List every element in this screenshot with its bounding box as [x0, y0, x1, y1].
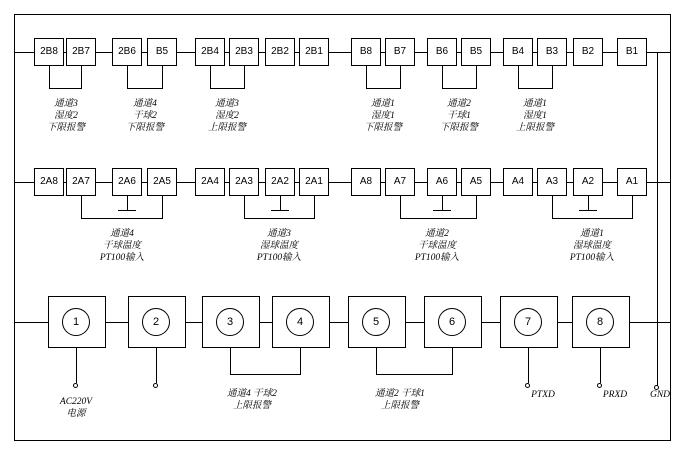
wire-2A2-tap [271, 210, 289, 211]
wire-3-4-join [230, 374, 301, 375]
note-row-a-3: 通道2 干球温度 PT100输入 [414, 229, 460, 263]
label-gnd: GND [649, 390, 671, 400]
wire-8-down [600, 348, 601, 383]
link-1-2 [106, 322, 128, 323]
note-row-c-1: AC220V 电源 [59, 397, 93, 419]
link-A2-A1 [603, 182, 617, 183]
note-row-b-5: 通道2 干球1 下限报警 [439, 99, 479, 133]
note-row-a-2: 通道3 湿球温度 PT100输入 [256, 229, 302, 263]
bus-left-row-c [14, 322, 48, 323]
link-2B8-2B7 [64, 52, 66, 53]
link-A7-A6 [415, 182, 427, 183]
terminal-A2[interactable]: A2 [573, 168, 603, 196]
terminal-A1[interactable]: A1 [617, 168, 647, 196]
link-B8-B7 [381, 52, 385, 53]
wire-B4-B3-join [518, 88, 553, 89]
terminal-3[interactable]: 3 [216, 308, 244, 336]
link-2A8-2A7 [64, 182, 66, 183]
note-row-b-3: 通道3 湿度2 上限报警 [207, 99, 247, 133]
pin-dot-8 [597, 383, 602, 388]
wire-A2-down [588, 196, 589, 210]
terminal-2A3[interactable]: 2A3 [229, 168, 259, 196]
wire-B8-down [366, 66, 367, 88]
link-A3-A2 [567, 182, 573, 183]
label-ptxd: PTXD [531, 390, 555, 400]
link-A4-A3 [533, 182, 537, 183]
terminal-A7[interactable]: A7 [385, 168, 415, 196]
wire-A7-down [400, 196, 401, 218]
terminal-B4[interactable]: B4 [503, 38, 533, 66]
link-B7-B6 [415, 52, 427, 53]
frame-bottom [14, 440, 671, 441]
terminal-2A6[interactable]: 2A6 [112, 168, 142, 196]
terminal-7[interactable]: 7 [514, 308, 542, 336]
wire-A6-tap [433, 210, 451, 211]
note-row-c-2: 通道4 干球2 上限报警 [227, 389, 277, 411]
wire-2B8-2B7-join [49, 88, 82, 89]
wire-2A7-down [81, 196, 82, 218]
wire-2B6-down [127, 66, 128, 88]
wire-B3-down [552, 66, 553, 88]
terminal-2A4[interactable]: 2A4 [195, 168, 225, 196]
wire-B6-B5-join [442, 88, 477, 89]
terminal-2B4[interactable]: 2B4 [195, 38, 225, 66]
link-A8-A7 [381, 182, 385, 183]
link-B5-2B4 [177, 52, 195, 53]
link-2B2-2B1 [295, 52, 299, 53]
link-2A3-2A2 [259, 182, 265, 183]
terminal-B2[interactable]: B2 [573, 38, 603, 66]
wire-B8-B7-join [366, 88, 401, 89]
frame-right [670, 14, 671, 441]
wire-5-down [376, 348, 377, 374]
terminal-B5-2[interactable]: B5 [147, 38, 177, 66]
link-B3-B2 [567, 52, 573, 53]
wire-2A2-down [280, 196, 281, 210]
link-2B4-2B3 [225, 52, 229, 53]
note-row-b-6: 通道1 湿度1 上限报警 [515, 99, 555, 133]
wire-A1-down [632, 196, 633, 218]
wire-2B6-B5-join [127, 88, 163, 89]
link-2A6-2A5 [142, 182, 147, 183]
wire-2A3-down [244, 196, 245, 218]
terminal-2B3[interactable]: 2B3 [229, 38, 259, 66]
pin-dot-2 [153, 383, 158, 388]
terminal-B6[interactable]: B6 [427, 38, 457, 66]
wire-A2-tap [579, 210, 597, 211]
wire-A-join [400, 218, 477, 219]
wire-2A5-down [162, 196, 163, 218]
wire-2A6-tap [118, 210, 136, 211]
terminal-2[interactable]: 2 [142, 308, 170, 336]
link-A1-right [647, 182, 670, 183]
wire-A6-down [442, 196, 443, 210]
terminal-B7[interactable]: B7 [385, 38, 415, 66]
terminal-2A2[interactable]: 2A2 [265, 168, 295, 196]
wire-2B7-down [81, 66, 82, 88]
link-2A4-2A3 [225, 182, 229, 183]
terminal-4[interactable]: 4 [286, 308, 314, 336]
terminal-5[interactable]: 5 [362, 308, 390, 336]
link-2A1-A8 [329, 182, 351, 183]
link-2-3 [186, 322, 202, 323]
terminal-2A5[interactable]: 2A5 [147, 168, 177, 196]
frame-left [14, 14, 15, 441]
wire-A-join-2 [552, 218, 633, 219]
wire-2-down [156, 348, 157, 383]
terminal-2B7[interactable]: 2B7 [66, 38, 96, 66]
link-5-6 [406, 322, 424, 323]
wire-5-6-join [376, 374, 453, 375]
note-row-c-3: 通道2 干球1 上限报警 [375, 389, 425, 411]
wire-2A6-down [127, 196, 128, 210]
terminal-2B1[interactable]: 2B1 [299, 38, 329, 66]
link-3-4 [260, 322, 272, 323]
terminal-A8[interactable]: A8 [351, 168, 381, 196]
terminal-2A7[interactable]: 2A7 [66, 168, 96, 196]
terminal-1[interactable]: 1 [62, 308, 90, 336]
terminal-A3[interactable]: A3 [537, 168, 567, 196]
label-prxd: PRXD [602, 390, 628, 400]
terminal-B3[interactable]: B3 [537, 38, 567, 66]
terminal-B8[interactable]: B8 [351, 38, 381, 66]
link-2A7-2A6 [96, 182, 112, 183]
wire-2A-join-2 [244, 218, 315, 219]
link-2A2-2A1 [295, 182, 299, 183]
wire-B7-down [400, 66, 401, 88]
wire-B4-down [518, 66, 519, 88]
link-B2-B1 [603, 52, 617, 53]
wire-A3-down [552, 196, 553, 218]
terminal-B5[interactable]: B5 [461, 38, 491, 66]
terminal-6[interactable]: 6 [438, 308, 466, 336]
note-row-b-1: 通道3 湿度2 下限报警 [46, 99, 86, 133]
pin-dot-7 [525, 383, 530, 388]
wire-7-down [528, 348, 529, 383]
link-2A5-2A4 [177, 182, 195, 183]
link-7-8 [558, 322, 572, 323]
pin-dot-1 [73, 383, 78, 388]
wire-6-down [452, 348, 453, 374]
terminal-2A8[interactable]: 2A8 [34, 168, 64, 196]
link-2B6-B5 [142, 52, 147, 53]
note-row-b-2: 通道4 干球2 下限报警 [125, 99, 165, 133]
wire-B6-down [442, 66, 443, 88]
terminal-A4[interactable]: A4 [503, 168, 533, 196]
terminal-2B6[interactable]: 2B6 [112, 38, 142, 66]
wire-A5-down [476, 196, 477, 218]
terminal-2A1[interactable]: 2A1 [299, 168, 329, 196]
link-A6-A5 [457, 182, 461, 183]
wire-2A1-down [314, 196, 315, 218]
wire-2A-join [81, 218, 163, 219]
wire-1-down [76, 348, 77, 383]
wire-2B8-down [49, 66, 50, 88]
link-B6-B5 [457, 52, 461, 53]
link-B5-B4 [491, 52, 503, 53]
link-2B1-B8 [329, 52, 351, 53]
wire-3-down [230, 348, 231, 374]
terminal-8[interactable]: 8 [586, 308, 614, 336]
note-row-a-1: 通道4 干球温度 PT100输入 [99, 229, 145, 263]
wire-4-down [300, 348, 301, 374]
wire-2B3-down [244, 66, 245, 88]
terminal-2B8[interactable]: 2B8 [34, 38, 64, 66]
link-2B7-2B6 [96, 52, 112, 53]
terminal-A6[interactable]: A6 [427, 168, 457, 196]
wire-2B4-down [210, 66, 211, 88]
wire-B5-down [476, 66, 477, 88]
link-B1-right [647, 52, 657, 53]
link-6-7 [482, 322, 500, 323]
link-B4-B3 [533, 52, 537, 53]
frame-top [14, 14, 671, 15]
terminal-A5[interactable]: A5 [461, 168, 491, 196]
link-2B3-2B2 [259, 52, 265, 53]
terminal-2B2[interactable]: 2B2 [265, 38, 295, 66]
terminal-B1[interactable]: B1 [617, 38, 647, 66]
b1-right-riser [657, 52, 658, 387]
link-4-5 [330, 322, 348, 323]
note-row-a-4: 通道1 湿球温度 PT100输入 [569, 229, 615, 263]
link-A5-A4 [491, 182, 503, 183]
wire-B5-2-down [162, 66, 163, 88]
wire-2B4-2B3-join [210, 88, 245, 89]
note-row-b-4: 通道1 湿度1 下限报警 [363, 99, 403, 133]
